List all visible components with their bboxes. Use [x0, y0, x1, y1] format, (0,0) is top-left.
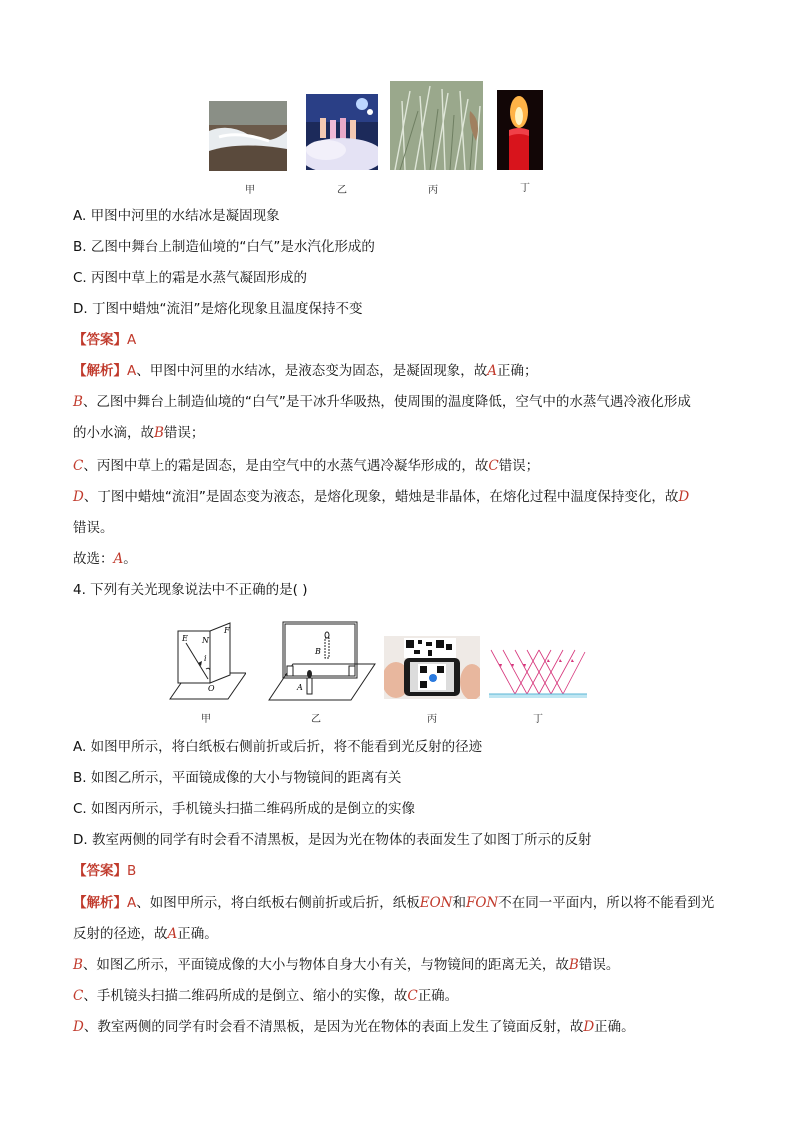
label-o: O	[208, 684, 215, 693]
analysis-label: 【解析】	[73, 895, 127, 911]
answer-label: 【答案】	[73, 863, 127, 879]
q4-analysis-a-cont: 反射的径迹，故A正确。	[73, 926, 218, 942]
q3-option-a: A. 甲图中河里的水结冰是凝固现象	[73, 208, 280, 224]
q4-analysis-b: B、如图乙所示，平面镜成像的大小与物体自身大小有关，与物镜间的距离无关，故B错误。	[73, 957, 620, 973]
q4-caption-yi: 乙	[311, 714, 321, 725]
answer-value: A	[127, 332, 137, 348]
figure-reflection-board	[168, 621, 246, 701]
q3-option-d: D. 丁图中蜡烛“流泪”是熔化现象且温度保持不变	[73, 301, 363, 317]
q4-analysis-d: D、教室两侧的同学有时会看不清黑板，是因为光在物体的表面上发生了镜面反射，故D正确。	[73, 1019, 635, 1035]
label-a: A	[297, 683, 303, 692]
q3-conclusion: 故选：A。	[73, 551, 137, 567]
analysis-label: 【解析】	[73, 363, 127, 379]
q3-caption-jia: 甲	[245, 185, 255, 196]
q3-caption-yi: 乙	[337, 185, 347, 196]
answer-value: B	[127, 863, 137, 879]
q4-option-c: C. 如图丙所示，手机镜头扫描二维码所成的是倒立的实像	[73, 801, 416, 817]
figure-diffuse-reflection	[489, 648, 587, 700]
q3-caption-bing: 丙	[428, 185, 438, 196]
q3-analysis-d: D、丁图中蜡烛“流泪”是固态变为液态，是熔化现象，蜡烛是非晶体，在熔化过程中温度保持变化，故D	[73, 489, 690, 505]
label-i: i	[204, 654, 207, 663]
q3-analysis-b: B、乙图中舞台上制造仙境的“白气”是干冰升华吸热，使周围的温度降低，空气中的水蒸气遇冷液化形成	[73, 394, 691, 410]
q3-analysis-c: C、丙图中草上的霜是固态，是由空气中的水蒸气遇冷凝华形成的，故C错误；	[73, 458, 540, 474]
q3-answer	[73, 330, 136, 350]
q4-stem: 4. 下列有关光现象说法中不正确的是( )	[73, 582, 308, 598]
q4-option-b: B. 如图乙所示，平面镜成像的大小与物镜间的距离有关	[73, 770, 402, 786]
photo-stage-fog	[306, 94, 378, 170]
q3-option-b: B. 乙图中舞台上制造仙境的“白气”是水汽化形成的	[73, 239, 375, 255]
label-b: B	[315, 647, 321, 656]
photo-frost-grass	[390, 81, 483, 170]
q3-analysis-a: 【解析】A、甲图中河里的水结冰，是液态变为固态，是凝固现象，故A正确；	[73, 363, 538, 379]
photo-candle	[497, 90, 543, 170]
q4-caption-ding: 丁	[533, 714, 543, 725]
q3-analysis-b-cont: 的小水滴，故B错误；	[73, 425, 205, 441]
q3-analysis-d-cont: 错误。	[73, 520, 114, 536]
q4-caption-bing: 丙	[427, 714, 437, 725]
q4-option-d: D. 教室两侧的同学有时会看不清黑板，是因为光在物体的表面发生了如图丁所示的反射	[73, 832, 592, 848]
q4-answer	[73, 861, 136, 881]
q3-caption-ding: 丁	[520, 183, 530, 194]
photo-frozen-river	[209, 101, 287, 171]
q4-caption-jia: 甲	[201, 714, 211, 725]
q3-option-c: C. 丙图中草上的霜是水蒸气凝固形成的	[73, 270, 308, 286]
q4-analysis-c: C、手机镜头扫描二维码所成的是倒立、缩小的实像，故C正确。	[73, 988, 459, 1004]
q4-option-a: A. 如图甲所示，将白纸板右侧前折或后折，将不能看到光反射的径迹	[73, 739, 483, 755]
figure-plane-mirror	[265, 618, 377, 704]
photo-phone-scan-qr	[384, 636, 480, 699]
label-f: F	[224, 626, 230, 635]
label-n: N	[202, 636, 209, 645]
q4-analysis-a: 【解析】A、如图甲所示，将白纸板右侧前折或后折，纸板EON和FON不在同一平面内，所以将不能看到光	[73, 895, 715, 911]
label-e: E	[182, 634, 188, 643]
answer-label: 【答案】	[73, 332, 127, 348]
